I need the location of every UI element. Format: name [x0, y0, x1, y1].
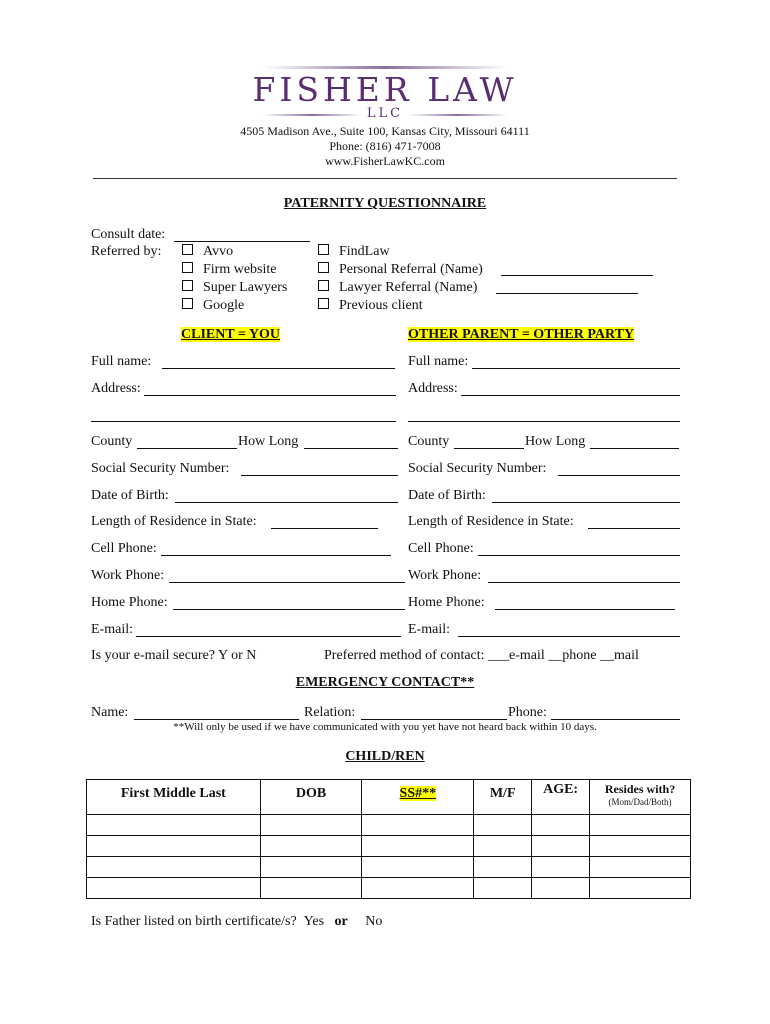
- other-home-label: Home Phone:: [408, 595, 485, 610]
- other-ssn-field[interactable]: [558, 475, 680, 476]
- other-residence-field[interactable]: [588, 528, 680, 529]
- other-email-label: E-mail:: [408, 622, 450, 637]
- other-residence-label: Length of Residence in State:: [408, 514, 574, 529]
- client-dob-label: Date of Birth:: [91, 488, 169, 503]
- referral-option-firm-website[interactable]: Firm website: [182, 262, 277, 278]
- other-cell-label: Cell Phone:: [408, 541, 474, 556]
- other-how-long-field[interactable]: [590, 448, 679, 449]
- page-title: PATERNITY QUESTIONNAIRE: [283, 196, 487, 211]
- children-heading: CHILD/REN: [345, 749, 425, 764]
- children-table: [86, 779, 691, 899]
- client-residence-field[interactable]: [271, 528, 378, 529]
- logo-bottom-bar-right: [408, 114, 508, 116]
- referral-option-super-lawyers[interactable]: Super Lawyers: [182, 280, 287, 296]
- firm-logo-name: FISHER LAW: [252, 70, 518, 109]
- other-work-field[interactable]: [488, 582, 680, 583]
- birth-certificate-question: Is Father listed on birth certificate/s? Yes or No: [91, 914, 383, 929]
- referral-option-findlaw[interactable]: FindLaw: [318, 244, 390, 260]
- referral-option-lawyer[interactable]: Lawyer Referral (Name): [318, 280, 477, 296]
- birth-cert-no[interactable]: No: [365, 914, 383, 929]
- client-email-secure-question[interactable]: Is your e-mail secure? Y or N: [91, 648, 257, 663]
- firm-website[interactable]: www.FisherLawKC.com: [325, 154, 445, 168]
- checkbox-icon: [318, 262, 329, 273]
- col-header-dob: DOB: [260, 780, 362, 815]
- emergency-name-field[interactable]: [134, 719, 299, 720]
- col-header-name: First Middle Last: [87, 780, 261, 815]
- emergency-relation-field[interactable]: [361, 719, 507, 720]
- other-home-field[interactable]: [495, 609, 675, 610]
- client-how-long-field[interactable]: [304, 448, 398, 449]
- client-cell-label: Cell Phone:: [91, 541, 157, 556]
- header-divider: [93, 178, 677, 179]
- client-home-field[interactable]: [173, 609, 405, 610]
- firm-address: 4505 Madison Ave., Suite 100, Kansas City, Missouri 64111: [240, 124, 530, 138]
- checkbox-icon: [182, 298, 193, 309]
- logo-top-bar: [262, 66, 508, 69]
- client-residence-label: Length of Residence in State:: [91, 514, 257, 529]
- col-header-gender: M/F: [474, 780, 532, 815]
- checkbox-icon: [182, 262, 193, 273]
- col-header-ssn: SS#**: [362, 780, 474, 815]
- firm-phone: Phone: (816) 471-7008: [329, 139, 441, 153]
- client-county-field[interactable]: [137, 448, 237, 449]
- checkbox-icon: [318, 244, 329, 255]
- other-dob-label: Date of Birth:: [408, 488, 486, 503]
- table-row[interactable]: [87, 878, 691, 899]
- emergency-contact-note: **Will only be used if we have communicated with you yet have not heard back within 10 days.: [173, 721, 597, 733]
- client-cell-field[interactable]: [161, 555, 391, 556]
- consult-date-field[interactable]: [174, 241, 310, 242]
- other-county-label: County: [408, 434, 450, 449]
- client-section-header: CLIENT = YOU: [181, 327, 280, 342]
- referred-by-label: Referred by:: [91, 244, 162, 259]
- emergency-contact-heading: EMERGENCY CONTACT**: [295, 675, 475, 690]
- client-dob-field[interactable]: [175, 502, 398, 503]
- referral-option-google[interactable]: Google: [182, 298, 244, 314]
- table-row[interactable]: [87, 836, 691, 857]
- other-address-field[interactable]: [461, 395, 680, 396]
- client-full-name-field[interactable]: [162, 368, 395, 369]
- checkbox-icon: [318, 280, 329, 291]
- consult-date-label: Consult date:: [91, 227, 166, 242]
- client-ssn-field[interactable]: [241, 475, 398, 476]
- preferred-contact-method[interactable]: Preferred method of contact: ___e-mail __phone __mail: [324, 648, 639, 663]
- birth-cert-or: or: [334, 914, 348, 929]
- client-address-field[interactable]: [144, 395, 396, 396]
- other-full-name-label: Full name:: [408, 354, 469, 369]
- other-address-line-2[interactable]: [408, 421, 680, 422]
- table-row[interactable]: [87, 815, 691, 836]
- other-ssn-label: Social Security Number:: [408, 461, 547, 476]
- checkbox-icon: [182, 244, 193, 255]
- emergency-phone-label: Phone:: [508, 705, 547, 720]
- client-ssn-label: Social Security Number:: [91, 461, 230, 476]
- referral-option-previous-client[interactable]: Previous client: [318, 298, 423, 314]
- other-how-long-label: How Long: [525, 434, 586, 449]
- other-address-label: Address:: [408, 381, 458, 396]
- other-party-section-header: OTHER PARENT = OTHER PARTY: [408, 327, 635, 342]
- other-county-field[interactable]: [454, 448, 524, 449]
- client-full-name-label: Full name:: [91, 354, 152, 369]
- birth-cert-yes[interactable]: Yes: [303, 914, 325, 929]
- client-email-label: E-mail:: [91, 622, 133, 637]
- firm-logo-llc: LLC: [366, 106, 404, 121]
- other-cell-field[interactable]: [478, 555, 680, 556]
- client-county-label: County: [91, 434, 133, 449]
- referral-option-personal[interactable]: Personal Referral (Name): [318, 262, 483, 278]
- client-address-line-2[interactable]: [91, 421, 396, 422]
- client-how-long-label: How Long: [238, 434, 299, 449]
- personal-referral-name-field[interactable]: [501, 275, 653, 276]
- client-address-label: Address:: [91, 381, 141, 396]
- col-header-resides-with: Resides with? (Mom/Dad/Both): [590, 780, 691, 815]
- other-email-field[interactable]: [458, 636, 680, 637]
- referral-option-avvo[interactable]: Avvo: [182, 244, 233, 260]
- client-email-field[interactable]: [136, 636, 401, 637]
- client-work-field[interactable]: [169, 582, 405, 583]
- lawyer-referral-name-field[interactable]: [496, 293, 638, 294]
- checkbox-icon: [182, 280, 193, 291]
- checkbox-icon: [318, 298, 329, 309]
- other-dob-field[interactable]: [492, 502, 680, 503]
- emergency-relation-label: Relation:: [304, 705, 356, 720]
- client-home-label: Home Phone:: [91, 595, 168, 610]
- col-header-age: AGE:: [532, 780, 590, 815]
- client-work-label: Work Phone:: [91, 568, 165, 583]
- emergency-phone-field[interactable]: [551, 719, 680, 720]
- emergency-name-label: Name:: [91, 705, 129, 720]
- other-full-name-field[interactable]: [472, 368, 680, 369]
- other-work-label: Work Phone:: [408, 568, 482, 583]
- children-table-header: [87, 780, 691, 815]
- table-row[interactable]: [87, 857, 691, 878]
